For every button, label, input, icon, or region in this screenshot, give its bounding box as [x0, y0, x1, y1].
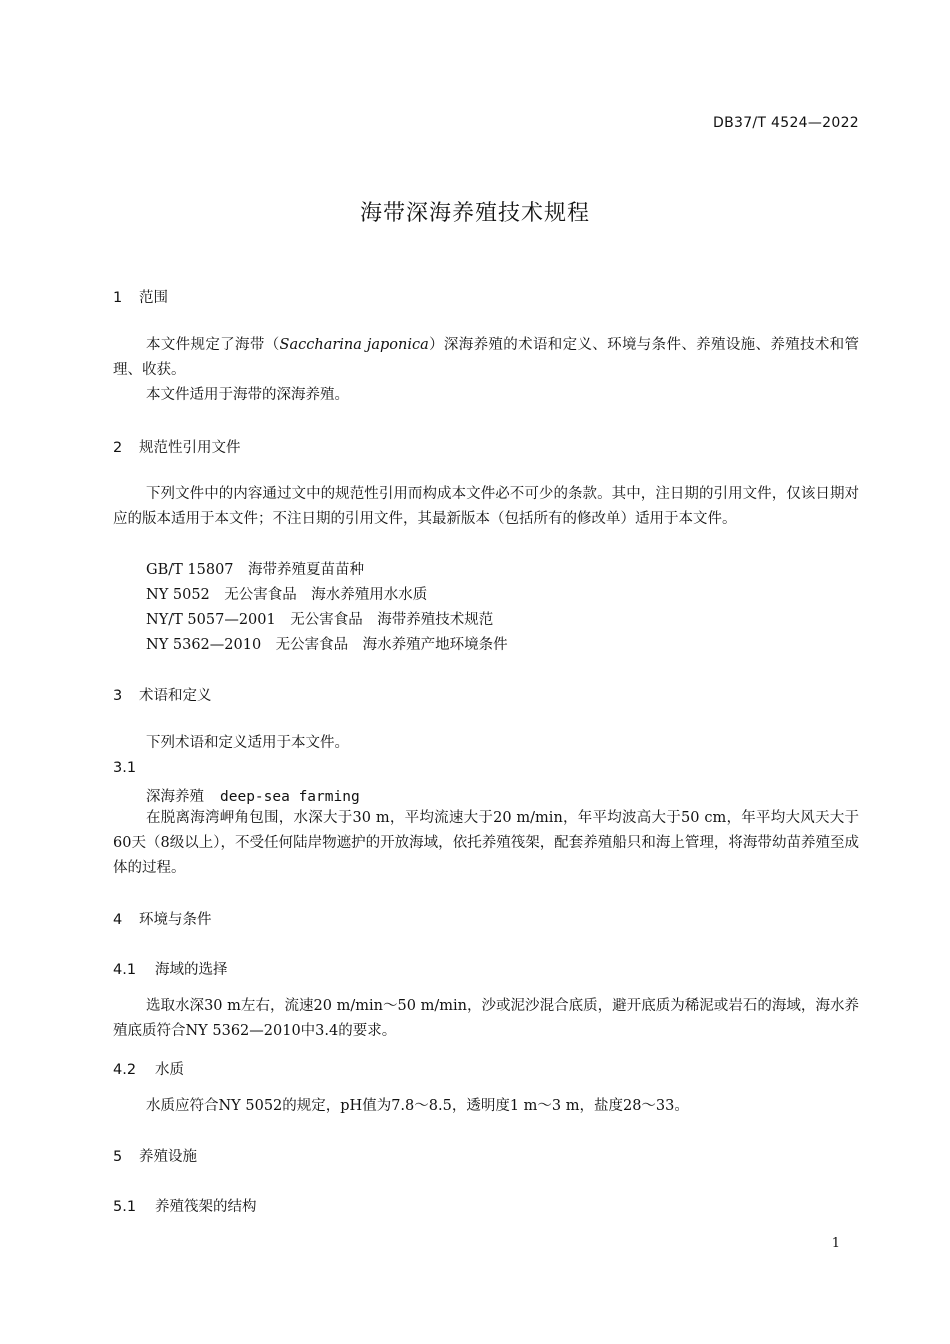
- subsection-number: 4.1: [113, 962, 137, 978]
- reference-item: NY 5052 无公害食品 海水养殖用水水质: [146, 587, 428, 603]
- scope-text-b: ）深海养殖的术语和定义、环境与条件、养殖设施、养殖技术和管理、收获。: [113, 337, 860, 378]
- section-1-heading: [113, 286, 168, 307]
- section-title: 范围: [139, 290, 168, 306]
- reference-item: NY/T 5057—2001 无公害食品 海带养殖技术规范: [146, 612, 494, 628]
- term-definition: 在脱离海湾岬角包围，水深大于30 m，平均流速大于20 m/min，年平均波高大于50 cm，年平均大风天大于60天（8级以上），不受任何陆岸物遮护的开放海域，依托养殖筏架，配套养殖船只和海上管理，将海带幼苗养殖至成体的过程。: [113, 810, 859, 876]
- section-number: 5: [113, 1149, 123, 1165]
- term-number: 3.1: [113, 760, 137, 776]
- page-title: 海带深海养殖技术规程: [359, 201, 590, 226]
- term-english: deep-sea farming: [220, 789, 360, 805]
- section-title: 术语和定义: [139, 688, 212, 704]
- document-code: DB37/T 4524—2022: [713, 115, 859, 131]
- section-4-heading: [113, 908, 212, 929]
- scope-text-a: 本文件规定了海带（: [146, 337, 280, 353]
- section-number: 1: [113, 290, 123, 306]
- section-title: 规范性引用文件: [139, 440, 241, 456]
- subsection-title: 海域的选择: [155, 962, 228, 978]
- water-quality-paragraph: 水质应符合NY 5052的规定，pH值为7.8～8.5，透明度1 m～3 m，盐度28～33。: [146, 1098, 689, 1114]
- subsection-number: 5.1: [113, 1199, 137, 1215]
- section-number: 4: [113, 912, 123, 928]
- term-chinese: 深海养殖: [146, 789, 204, 805]
- section-2-heading: [113, 436, 241, 457]
- term-heading: [146, 785, 360, 806]
- section-title: 养殖设施: [139, 1149, 197, 1165]
- section-3-heading: [113, 684, 212, 705]
- reference-item: NY 5362—2010 无公害食品 海水养殖产地环境条件: [146, 637, 508, 653]
- species-name: Saccharina japonica: [279, 337, 429, 353]
- terms-intro: 下列术语和定义适用于本文件。: [146, 735, 349, 751]
- subsection-5-1-heading: [113, 1195, 257, 1216]
- references-intro: 下列文件中的内容通过文中的规范性引用而构成本文件必不可少的条款。其中，注日期的引用文件，仅该日期对应的版本适用于本文件；不注日期的引用文件，其最新版本（包括所有的修改单）适用于本文件。: [113, 486, 859, 527]
- reference-item: GB/T 15807 海带养殖夏苗苗种: [146, 562, 365, 578]
- section-title: 环境与条件: [139, 912, 212, 928]
- subsection-title: 养殖筏架的结构: [155, 1199, 257, 1215]
- scope-applicability: 本文件适用于海带的深海养殖。: [146, 387, 349, 403]
- subsection-title: 水质: [155, 1062, 184, 1078]
- section-number: 3: [113, 688, 123, 704]
- section-5-heading: [113, 1145, 197, 1166]
- subsection-4-2-heading: [113, 1058, 184, 1079]
- sea-area-paragraph: 选取水深30 m左右，流速20 m/min～50 m/min，沙或泥沙混合底质，避开底质为稀泥或岩石的海域，海水养殖底质符合NY 5362—2010中3.4的要求。: [113, 998, 859, 1039]
- page-number: 1: [831, 1236, 840, 1251]
- section-number: 2: [113, 440, 123, 456]
- subsection-number: 4.2: [113, 1062, 137, 1078]
- scope-paragraph: [113, 333, 859, 383]
- subsection-4-1-heading: [113, 958, 228, 979]
